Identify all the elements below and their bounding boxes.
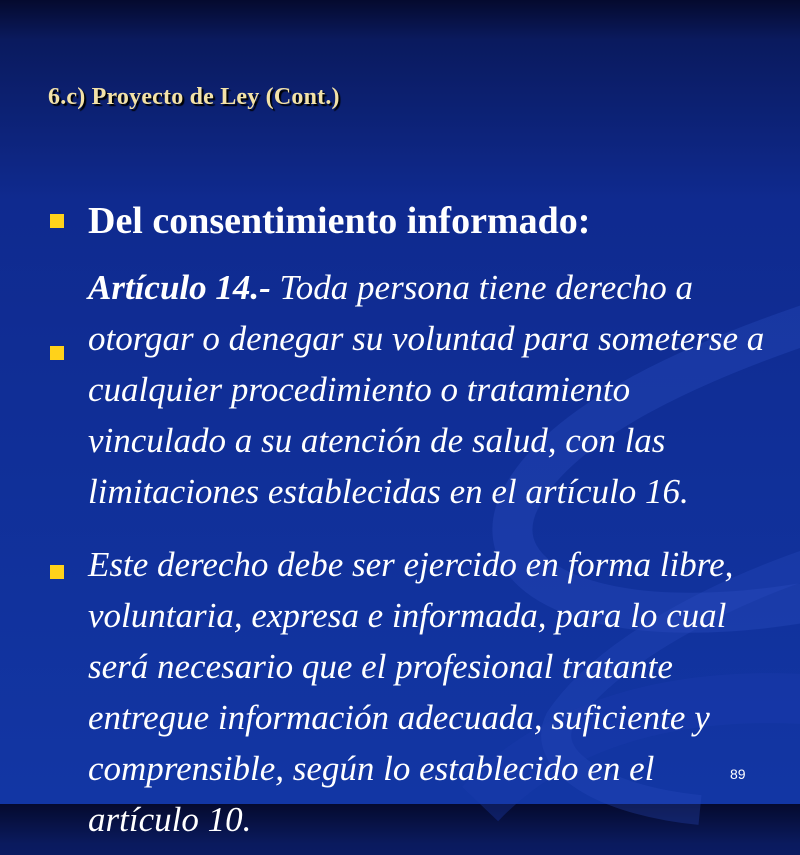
right-paragraph: Este derecho debe ser ejercido en forma libre, voluntaria, expresa e informada, para lo cual será necesario que el profesional tratante entregue información adecuada, suficiente y comprensible, según lo establecido en el artículo 10. — [88, 545, 734, 839]
bullet-list — [50, 192, 770, 855]
article-text: Toda persona tiene derecho a otorgar o denegar su voluntad para someterse a cualquier procedimiento o tratamiento vinculado a su atención de salud, con las limitaciones establecidas en el artículo 16. — [88, 268, 765, 511]
square-bullet-icon — [50, 214, 64, 228]
square-bullet-icon — [50, 565, 64, 579]
bullet-item-right — [50, 539, 770, 845]
slide-title: 6.c) Proyecto de Ley (Cont.) — [48, 84, 340, 110]
page-number: 89 — [730, 766, 746, 782]
section-heading: Del consentimiento informado: — [88, 200, 591, 242]
square-bullet-icon — [50, 346, 64, 360]
article-paragraph — [88, 268, 764, 511]
bullet-item-heading — [50, 192, 770, 250]
article-label: Artículo 14.- — [88, 268, 271, 307]
bullet-item-article — [50, 262, 770, 517]
